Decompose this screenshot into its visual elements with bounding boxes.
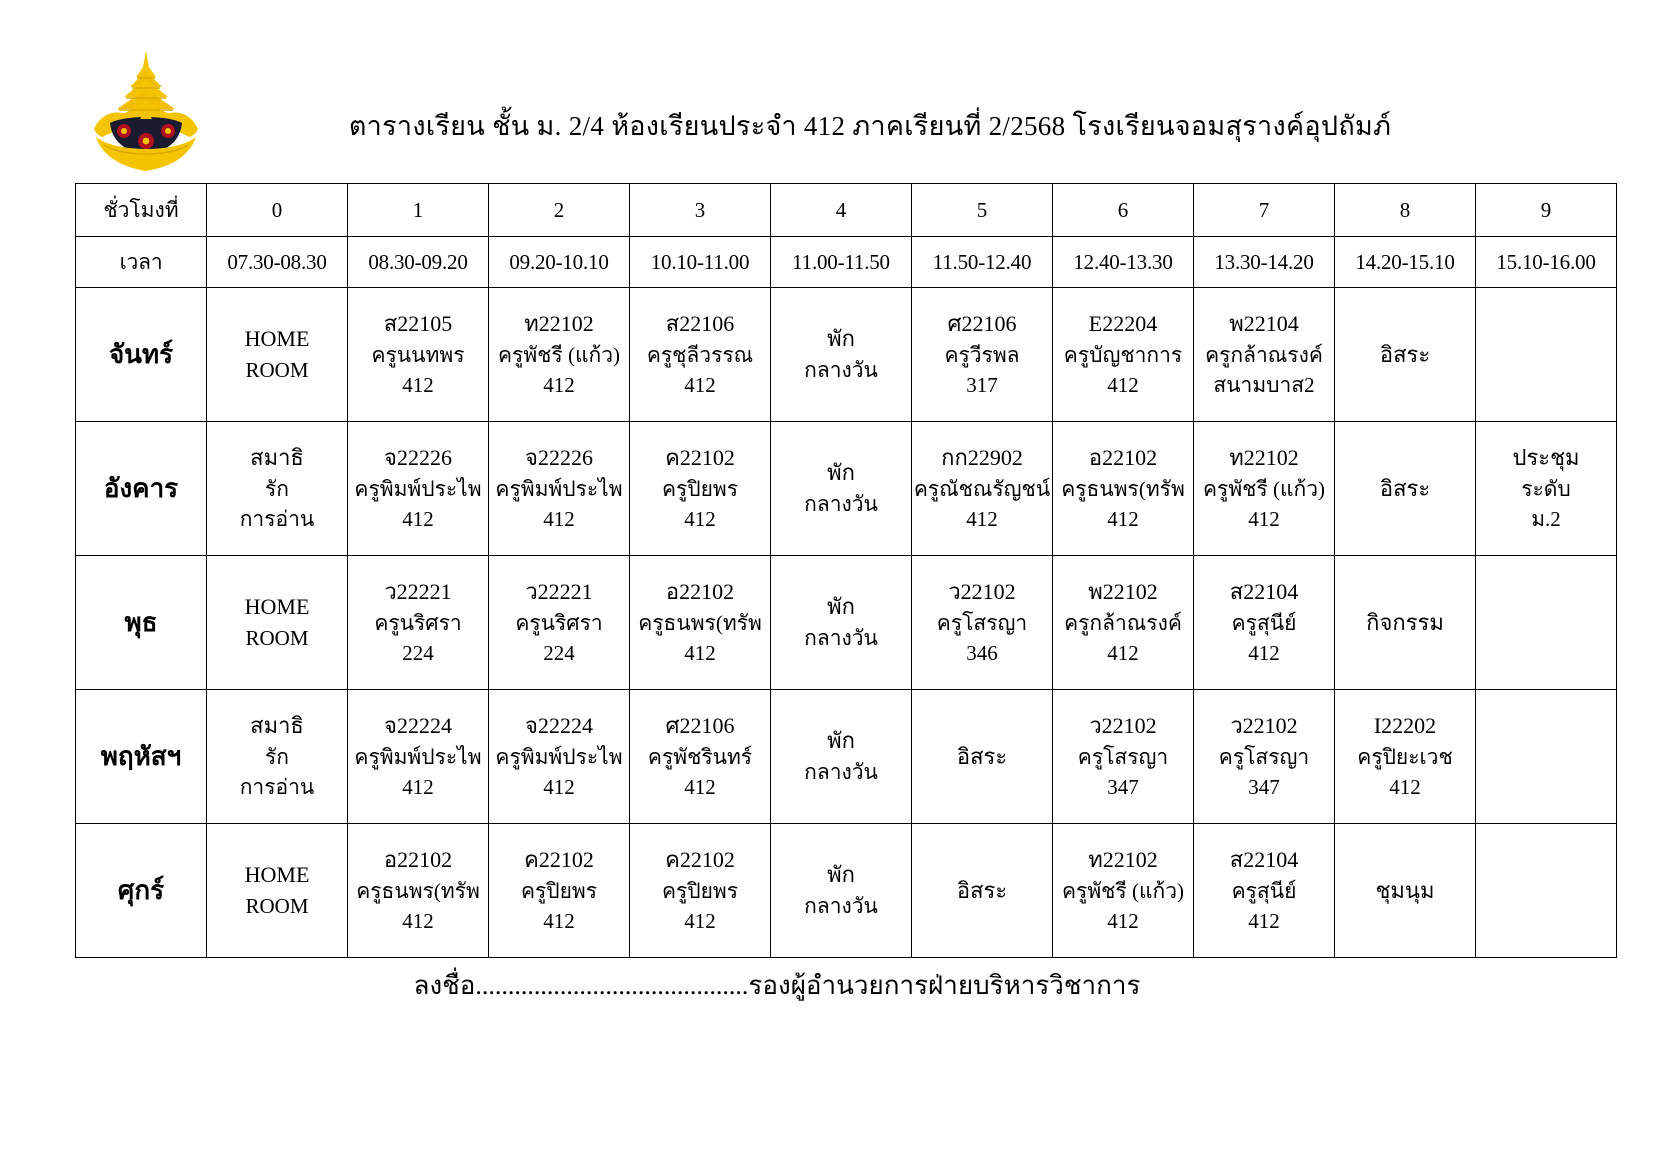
schedule-cell — [1476, 556, 1617, 690]
room-number: การอ่าน — [239, 507, 315, 532]
subject-code: สมาธิ — [250, 445, 304, 471]
teacher-name: ครูณัชณรัญชน์ — [913, 477, 1051, 501]
teacher-name: ครูธนพร(ทรัพ — [356, 879, 480, 903]
cell-content — [630, 556, 770, 689]
room-number: 347 — [1248, 775, 1280, 800]
cell-content — [1335, 288, 1475, 421]
subject-code: ว22102 — [1089, 713, 1157, 739]
schedule-cell — [207, 422, 348, 556]
cell-content — [348, 288, 488, 421]
cell-content — [489, 288, 629, 421]
subject-code: ส22106 — [665, 311, 735, 337]
day-label-0: จันทร์ — [76, 288, 207, 422]
subject-code: ค22102 — [665, 445, 735, 471]
schedule-cell — [1194, 556, 1335, 690]
cell-content — [630, 288, 770, 421]
room-number: 412 — [684, 775, 716, 800]
schedule-cell — [1476, 288, 1617, 422]
cell-content — [771, 288, 911, 421]
teacher-name: ครูพิมพ์ประไพ — [354, 745, 482, 769]
schedule-cell — [912, 690, 1053, 824]
schedule-cell — [1053, 288, 1194, 422]
schedule-cell — [771, 556, 912, 690]
cell-content — [771, 422, 911, 555]
teacher-name: ครูกล้าณรงค์ — [1064, 611, 1182, 635]
room-number: 412 — [543, 775, 575, 800]
timetable-row — [76, 288, 1617, 422]
timetable-row — [76, 556, 1617, 690]
cell-content — [912, 422, 1052, 555]
room-number: 412 — [402, 373, 434, 398]
document-header — [75, 40, 1485, 180]
page-title: ตารางเรียน ชั้น ม. 2/4 ห้องเรียนประจำ 412 ภาคเรียนที่ 2/2568 โรงเรียนจอมสุรางค์อุปถัมภ์ — [348, 111, 1392, 141]
schedule-cell — [912, 288, 1053, 422]
subject-code: อิสระ — [1379, 341, 1431, 367]
subject-code: I22202 — [1373, 713, 1437, 739]
time-row-label: เวลา — [76, 237, 207, 288]
schedule-cell — [912, 824, 1053, 958]
subject-code: ว22102 — [1230, 713, 1298, 739]
subject-code: ค22102 — [665, 847, 735, 873]
teacher-name: ครูพิมพ์ประไพ — [354, 477, 482, 501]
time-slot-1: 08.30-09.20 — [348, 237, 489, 288]
room-number: 412 — [402, 507, 434, 532]
schedule-cell — [1476, 690, 1617, 824]
day-label-3: พฤหัสฯ — [76, 690, 207, 824]
cell-content — [489, 690, 629, 823]
teacher-name: ครูปิยะเวช — [1357, 745, 1453, 769]
signature-line: ลงชื่อ..........................................รองผู้อำนวยการฝ่ายบริหารวิชาการ — [413, 971, 1141, 1000]
teacher-name: ครูสุนีย์ — [1231, 611, 1297, 635]
room-number: 412 — [543, 909, 575, 934]
teacher-name: ครูชุลีวรรณ — [646, 343, 754, 367]
schedule-cell — [630, 824, 771, 958]
period-header-3: 3 — [630, 184, 771, 237]
room-number: 412 — [543, 373, 575, 398]
teacher-name: ระดับ — [1521, 477, 1571, 501]
cell-content — [630, 690, 770, 823]
schedule-cell — [348, 690, 489, 824]
subject-code: อ22102 — [383, 847, 453, 873]
schedule-cell — [1053, 690, 1194, 824]
subject-code: HOME — [244, 326, 310, 352]
subject-code: พัก — [827, 728, 855, 754]
schedule-cell — [348, 824, 489, 958]
teacher-name: กลางวัน — [804, 760, 878, 785]
teacher-name: ครูโสรญา — [1077, 745, 1169, 769]
time-slot-0: 07.30-08.30 — [207, 237, 348, 288]
subject-code: ค22102 — [524, 847, 594, 873]
room-number: 412 — [1107, 641, 1139, 666]
cell-content — [1476, 288, 1616, 421]
teacher-name: กลางวัน — [804, 626, 878, 651]
schedule-cell — [1053, 422, 1194, 556]
schedule-cell — [489, 422, 630, 556]
teacher-name: ครูนริศรา — [374, 611, 462, 635]
schedule-cell — [348, 288, 489, 422]
day-label-2: พุธ — [76, 556, 207, 690]
room-number: 412 — [543, 507, 575, 532]
subject-code: สมาธิ — [250, 713, 304, 739]
subject-code: ส22104 — [1229, 847, 1299, 873]
room-number: สนามบาส2 — [1213, 373, 1315, 398]
teacher-name: ครูพัชรี (แก้ว) — [1062, 879, 1184, 903]
cell-content — [1335, 824, 1475, 957]
schedule-cell — [771, 824, 912, 958]
timetable — [75, 183, 1617, 958]
schedule-cell — [630, 690, 771, 824]
cell-content — [1476, 690, 1616, 823]
teacher-name: ครูธนพร(ทรัพ — [638, 611, 762, 635]
schedule-cell — [1335, 690, 1476, 824]
time-slot-6: 12.40-13.30 — [1053, 237, 1194, 288]
teacher-name: ครูปิยพร — [661, 477, 739, 501]
schedule-cell — [1476, 422, 1617, 556]
room-number: 346 — [966, 641, 998, 666]
cell-content — [348, 422, 488, 555]
schedule-cell — [348, 422, 489, 556]
schedule-cell — [1194, 690, 1335, 824]
teacher-name: ครูสุนีย์ — [1231, 879, 1297, 903]
cell-content — [207, 690, 347, 823]
period-header-1: 1 — [348, 184, 489, 237]
schedule-cell — [1335, 556, 1476, 690]
period-header-6: 6 — [1053, 184, 1194, 237]
room-number: 412 — [1248, 909, 1280, 934]
cell-content — [630, 422, 770, 555]
teacher-name: ครูปิยพร — [661, 879, 739, 903]
subject-code: HOME — [244, 862, 310, 888]
schedule-cell — [630, 422, 771, 556]
timetable-row — [76, 690, 1617, 824]
time-slot-3: 10.10-11.00 — [630, 237, 771, 288]
teacher-name: ครูพัชรี (แก้ว) — [1203, 477, 1325, 501]
room-number: 412 — [684, 507, 716, 532]
cell-content — [1194, 422, 1334, 555]
cell-content — [348, 690, 488, 823]
subject-code: E22204 — [1088, 311, 1158, 337]
cell-content — [207, 824, 347, 957]
cell-content — [489, 422, 629, 555]
teacher-name: ครูนริศรา — [515, 611, 603, 635]
teacher-name: กลางวัน — [804, 894, 878, 919]
room-number: 412 — [402, 909, 434, 934]
schedule-cell — [630, 556, 771, 690]
teacher-name: ครูวีรพล — [944, 343, 1020, 367]
schedule-cell — [1335, 422, 1476, 556]
subject-code: อ22102 — [1088, 445, 1158, 471]
schedule-cell — [1194, 422, 1335, 556]
timetable-body — [76, 184, 1617, 958]
room-number: 412 — [684, 641, 716, 666]
cell-content — [771, 824, 911, 957]
timetable-row — [76, 824, 1617, 958]
schedule-cell — [1053, 556, 1194, 690]
subject-code: อ22102 — [665, 579, 735, 605]
schedule-cell — [630, 288, 771, 422]
teacher-name: ครูปิยพร — [520, 879, 598, 903]
teacher-name: ครูโสรญา — [936, 611, 1028, 635]
period-header-9: 9 — [1476, 184, 1617, 237]
cell-content — [912, 556, 1052, 689]
subject-code: พ22102 — [1088, 579, 1158, 605]
cell-content — [1194, 824, 1334, 957]
period-row-label: ชั่วโมงที่ — [76, 184, 207, 237]
teacher-name: กลางวัน — [804, 358, 878, 383]
subject-code: ส22105 — [383, 311, 453, 337]
cell-content — [489, 824, 629, 957]
subject-code: พัก — [827, 460, 855, 486]
subject-code: พัก — [827, 594, 855, 620]
room-number: 412 — [402, 775, 434, 800]
cell-content — [1053, 824, 1193, 957]
day-label-1: อังคาร — [76, 422, 207, 556]
day-label-4: ศุกร์ — [76, 824, 207, 958]
period-header-5: 5 — [912, 184, 1053, 237]
school-crest-icon — [80, 45, 212, 177]
period-header-row — [76, 184, 1617, 237]
cell-content — [207, 556, 347, 689]
period-header-8: 8 — [1335, 184, 1476, 237]
cell-content — [1053, 422, 1193, 555]
room-number: 412 — [1107, 373, 1139, 398]
schedule-cell — [912, 556, 1053, 690]
subject-code: ส22104 — [1229, 579, 1299, 605]
room-number: 412 — [1107, 507, 1139, 532]
teacher-name: ROOM — [245, 358, 309, 383]
teacher-name: รัก — [265, 477, 289, 501]
room-number: ม.2 — [1531, 507, 1561, 532]
time-slot-5: 11.50-12.40 — [912, 237, 1053, 288]
cell-content — [1335, 690, 1475, 823]
subject-code: ว22221 — [525, 579, 593, 605]
teacher-name: ครูพัชรินทร์ — [647, 745, 753, 769]
subject-code: HOME — [244, 594, 310, 620]
schedule-cell — [771, 422, 912, 556]
teacher-name: ครูบัญชาการ — [1063, 343, 1183, 367]
cell-content — [1053, 288, 1193, 421]
time-slot-2: 09.20-10.10 — [489, 237, 630, 288]
room-number: 412 — [966, 507, 998, 532]
cell-content — [912, 288, 1052, 421]
schedule-cell — [1335, 824, 1476, 958]
subject-code: จ22226 — [525, 445, 593, 471]
cell-content — [1053, 690, 1193, 823]
period-header-0: 0 — [207, 184, 348, 237]
room-number: 412 — [1248, 507, 1280, 532]
subject-code: จ22224 — [384, 713, 452, 739]
time-slot-8: 14.20-15.10 — [1335, 237, 1476, 288]
teacher-name: ครูพัชรี (แก้ว) — [498, 343, 620, 367]
period-header-7: 7 — [1194, 184, 1335, 237]
period-header-2: 2 — [489, 184, 630, 237]
teacher-name: ครูธนพร(ทรัพ — [1061, 477, 1185, 501]
cell-content — [1335, 556, 1475, 689]
schedule-cell — [912, 422, 1053, 556]
schedule-cell — [207, 556, 348, 690]
subject-code: พัก — [827, 862, 855, 888]
cell-content — [1476, 422, 1616, 555]
time-slot-4: 11.00-11.50 — [771, 237, 912, 288]
cell-content — [771, 690, 911, 823]
teacher-name: ครูพิมพ์ประไพ — [495, 477, 623, 501]
teacher-name: ครูโสรญา — [1218, 745, 1310, 769]
subject-code: ท22102 — [1088, 847, 1158, 873]
cell-content — [912, 824, 1052, 957]
subject-code: อิสระ — [1379, 475, 1431, 501]
room-number: 224 — [402, 641, 434, 666]
cell-content — [1194, 690, 1334, 823]
room-number: 412 — [684, 373, 716, 398]
subject-code: จ22224 — [525, 713, 593, 739]
period-header-4: 4 — [771, 184, 912, 237]
schedule-cell — [1194, 824, 1335, 958]
subject-code: ศ22106 — [947, 311, 1017, 337]
subject-code: จ22226 — [384, 445, 452, 471]
schedule-cell — [207, 824, 348, 958]
schedule-cell — [489, 288, 630, 422]
cell-content — [630, 824, 770, 957]
cell-content — [771, 556, 911, 689]
cell-content — [207, 288, 347, 421]
cell-content — [348, 556, 488, 689]
subject-code: ท22102 — [1229, 445, 1299, 471]
teacher-name: ROOM — [245, 626, 309, 651]
cell-content — [489, 556, 629, 689]
cell-content — [1194, 556, 1334, 689]
subject-code: กิจกรรม — [1366, 609, 1444, 635]
time-slot-9: 15.10-16.00 — [1476, 237, 1617, 288]
room-number: 224 — [543, 641, 575, 666]
subject-code: กก22902 — [941, 445, 1023, 471]
schedule-cell — [489, 556, 630, 690]
subject-code: ว22221 — [384, 579, 452, 605]
schedule-cell — [207, 288, 348, 422]
room-number: 412 — [1248, 641, 1280, 666]
schedule-cell — [771, 690, 912, 824]
cell-content — [1476, 824, 1616, 957]
cell-content — [912, 690, 1052, 823]
schedule-cell — [1194, 288, 1335, 422]
cell-content — [207, 422, 347, 555]
subject-code: ศ22106 — [665, 713, 735, 739]
schedule-cell — [1053, 824, 1194, 958]
subject-code: อิสระ — [956, 743, 1008, 769]
teacher-name: ครูพิมพ์ประไพ — [495, 745, 623, 769]
cell-content — [348, 824, 488, 957]
room-number: 347 — [1107, 775, 1139, 800]
cell-content — [1194, 288, 1334, 421]
schedule-cell — [489, 690, 630, 824]
subject-code: ชุมนุม — [1375, 877, 1435, 903]
room-number: การอ่าน — [239, 775, 315, 800]
room-number: 317 — [966, 373, 998, 398]
subject-code: อิสระ — [956, 877, 1008, 903]
teacher-name: ROOM — [245, 894, 309, 919]
teacher-name: ครูนนทพร — [371, 343, 465, 367]
room-number: 412 — [1389, 775, 1421, 800]
teacher-name: ครูกล้าณรงค์ — [1205, 343, 1323, 367]
subject-code: พัก — [827, 326, 855, 352]
timetable-row — [76, 422, 1617, 556]
time-row — [76, 237, 1617, 288]
schedule-cell — [1335, 288, 1476, 422]
schedule-cell — [771, 288, 912, 422]
schedule-cell — [207, 690, 348, 824]
subject-code: ว22102 — [948, 579, 1016, 605]
time-slot-7: 13.30-14.20 — [1194, 237, 1335, 288]
schedule-cell — [489, 824, 630, 958]
cell-content — [1335, 422, 1475, 555]
room-number: 412 — [684, 909, 716, 934]
schedule-cell — [348, 556, 489, 690]
room-number: 412 — [1107, 909, 1139, 934]
cell-content — [1476, 556, 1616, 689]
subject-code: ท22102 — [524, 311, 594, 337]
teacher-name: กลางวัน — [804, 492, 878, 517]
teacher-name: รัก — [265, 745, 289, 769]
cell-content — [1053, 556, 1193, 689]
subject-code: พ22104 — [1229, 311, 1299, 337]
subject-code: ประชุม — [1512, 445, 1580, 471]
schedule-cell — [1476, 824, 1617, 958]
